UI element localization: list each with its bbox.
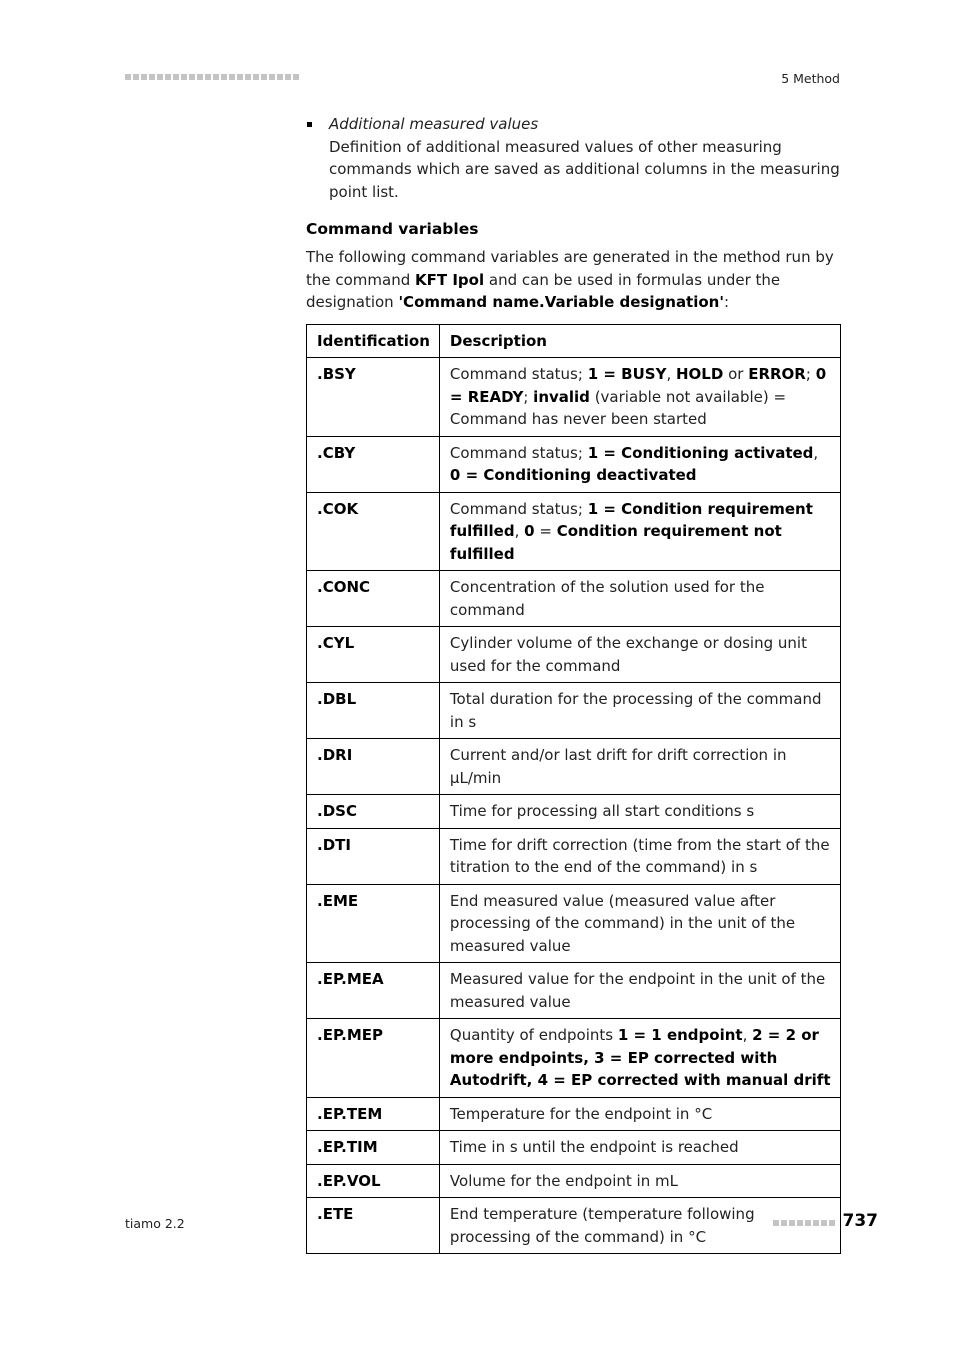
table-row xyxy=(307,492,841,571)
variable-identification: .EME xyxy=(307,884,440,963)
table-row xyxy=(307,1164,841,1198)
decoration-square xyxy=(285,74,291,80)
variable-description xyxy=(439,739,840,795)
description-segment: Cylinder volume of the exchange or dosing unit used for the command xyxy=(449,634,807,675)
description-segment: = xyxy=(534,522,557,540)
variable-description xyxy=(439,1097,840,1131)
decoration-square xyxy=(165,74,171,80)
description-segment: Quantity of endpoints xyxy=(449,1026,618,1044)
decoration-square xyxy=(173,74,179,80)
variable-identification: .EP.TEM xyxy=(307,1097,440,1131)
variable-description xyxy=(439,1019,840,1098)
description-segment: Command status; xyxy=(449,365,588,383)
page-content xyxy=(306,113,841,1254)
decoration-square xyxy=(293,74,299,80)
description-segment: ; xyxy=(523,387,534,406)
variable-identification: .CYL xyxy=(307,627,440,683)
variable-identification: .CONC xyxy=(307,571,440,627)
variable-description xyxy=(439,963,840,1019)
description-segment: Command status; xyxy=(449,443,588,462)
variable-description xyxy=(439,1131,840,1165)
table-header-row xyxy=(307,324,841,358)
decoration-square xyxy=(213,74,219,80)
table-row xyxy=(307,571,841,627)
bullet-item xyxy=(306,113,841,203)
description-segment: (variable not available) = Command has never been started xyxy=(449,387,787,428)
table-row xyxy=(307,963,841,1019)
header-decoration xyxy=(125,74,299,80)
description-segment: ; xyxy=(805,365,816,383)
variable-description xyxy=(439,492,840,571)
description-segment: Total duration for the processing of the command in s xyxy=(449,690,822,731)
variable-description xyxy=(439,828,840,884)
table-row xyxy=(307,1097,841,1131)
variable-description xyxy=(439,884,840,963)
decoration-square xyxy=(781,1220,787,1226)
intro-designation: 'Command name.Variable designation' xyxy=(398,293,724,311)
decoration-square xyxy=(245,74,251,80)
description-segment: Time for processing all start conditions s xyxy=(449,802,755,820)
description-segment: HOLD xyxy=(675,365,724,383)
description-segment: Command status; xyxy=(449,499,588,518)
page-number: 737 xyxy=(842,1211,878,1231)
decoration-square xyxy=(261,74,267,80)
variable-identification: .DBL xyxy=(307,683,440,739)
decoration-square xyxy=(189,74,195,80)
footer-decoration xyxy=(773,1220,835,1226)
decoration-square xyxy=(789,1220,795,1226)
description-segment: ERROR xyxy=(748,365,806,383)
decoration-square xyxy=(805,1220,811,1226)
section-heading: Command variables xyxy=(306,220,479,238)
bullet-square-icon xyxy=(307,122,312,127)
description-segment: 1 = 1 endpoint xyxy=(617,1026,743,1044)
description-segment: invalid xyxy=(533,387,590,406)
variable-identification: .DSC xyxy=(307,795,440,829)
description-segment: 0 = Conditioning deactivated xyxy=(449,466,697,484)
variable-identification: .COK xyxy=(307,492,440,571)
variable-description xyxy=(439,358,840,437)
decoration-square xyxy=(813,1220,819,1226)
header-section-title: 5 Method xyxy=(781,71,840,86)
description-segment: Volume for the endpoint in mL xyxy=(449,1171,678,1190)
variable-identification: .ETE xyxy=(307,1198,440,1254)
description-segment: 0 = READY xyxy=(449,365,827,406)
decoration-square xyxy=(277,74,283,80)
variable-description xyxy=(439,627,840,683)
decoration-square xyxy=(237,74,243,80)
table-row xyxy=(307,828,841,884)
description-segment: Temperature for the endpoint in °C xyxy=(449,1104,713,1123)
variable-identification: .EP.TIM xyxy=(307,1131,440,1165)
variable-identification: .EP.MEA xyxy=(307,963,440,1019)
description-segment: Time for drift correction (time from the start of the titration to the end of the command) in s xyxy=(449,835,830,876)
footer-product: tiamo 2.2 xyxy=(125,1216,185,1231)
decoration-square xyxy=(797,1220,803,1226)
decoration-square xyxy=(125,74,131,80)
decoration-square xyxy=(821,1220,827,1226)
intro-text-2: and can be used in formulas under the designation xyxy=(306,270,781,311)
description-segment: 1 = Conditioning activated xyxy=(587,443,814,462)
intro-paragraph xyxy=(306,246,841,314)
description-segment: Concentration of the solution used for the command xyxy=(449,578,765,619)
command-variables-table xyxy=(306,324,841,1255)
decoration-square xyxy=(133,74,139,80)
description-segment: 1 = BUSY xyxy=(587,365,667,383)
table-row xyxy=(307,739,841,795)
description-segment: , xyxy=(666,365,676,383)
variable-description xyxy=(439,436,840,492)
description-segment: Current and/or last drift for drift correction in µL/min xyxy=(449,746,787,787)
table-row xyxy=(307,1019,841,1098)
description-segment: , xyxy=(742,1026,753,1044)
decoration-square xyxy=(205,74,211,80)
description-segment: Measured value for the endpoint in the unit of the measured value xyxy=(449,970,826,1011)
decoration-square xyxy=(157,74,163,80)
intro-text-1: The following command variables are generated in the method run by the command xyxy=(306,248,834,289)
column-header-description: Description xyxy=(439,324,840,358)
description-segment: , xyxy=(813,443,819,462)
table-row xyxy=(307,358,841,437)
description-segment: or xyxy=(723,365,749,383)
decoration-square xyxy=(221,74,227,80)
table-row xyxy=(307,1198,841,1254)
variable-identification: .DRI xyxy=(307,739,440,795)
variable-description xyxy=(439,571,840,627)
description-segment: 1 = Condition requirement fulfilled xyxy=(449,499,813,540)
variable-description xyxy=(439,1164,840,1198)
decoration-square xyxy=(181,74,187,80)
description-segment: Time in s until the endpoint is reached xyxy=(449,1138,739,1156)
description-segment: Condition requirement not fulfilled xyxy=(449,522,782,563)
decoration-square xyxy=(829,1220,835,1226)
variable-description xyxy=(439,683,840,739)
intro-command-name: KFT Ipol xyxy=(415,270,485,289)
variable-identification: .CBY xyxy=(307,436,440,492)
table-row xyxy=(307,436,841,492)
column-header-identification: Identification xyxy=(307,324,440,358)
table-row xyxy=(307,795,841,829)
table-row xyxy=(307,1131,841,1165)
variable-description xyxy=(439,795,840,829)
variable-identification: .BSY xyxy=(307,358,440,437)
bullet-title: Additional measured values xyxy=(329,115,539,133)
variable-identification: .EP.VOL xyxy=(307,1164,440,1198)
table-row xyxy=(307,627,841,683)
variable-identification: .EP.MEP xyxy=(307,1019,440,1098)
decoration-square xyxy=(229,74,235,80)
table-row xyxy=(307,884,841,963)
decoration-square xyxy=(141,74,147,80)
intro-text-3: : xyxy=(723,293,730,311)
table-body xyxy=(307,358,841,1254)
bullet-text: Definition of additional measured values of other measuring commands which are saved as additional columns in the measuring point list. xyxy=(329,137,840,201)
description-segment: End measured value (measured value after processing of the command) in the unit of the measured value xyxy=(449,891,796,955)
decoration-square xyxy=(269,74,275,80)
table-row xyxy=(307,683,841,739)
decoration-square xyxy=(149,74,155,80)
description-segment: End temperature (temperature following processing of the command) in °C xyxy=(449,1205,755,1246)
decoration-square xyxy=(197,74,203,80)
decoration-square xyxy=(253,74,259,80)
decoration-square xyxy=(773,1220,779,1226)
variable-identification: .DTI xyxy=(307,828,440,884)
description-segment: , xyxy=(514,522,525,540)
description-segment: 0 xyxy=(524,522,535,540)
description-segment: 2 = 2 or more endpoints, 3 = EP corrected with Autodrift, 4 = EP corrected with manual drift xyxy=(449,1026,831,1089)
